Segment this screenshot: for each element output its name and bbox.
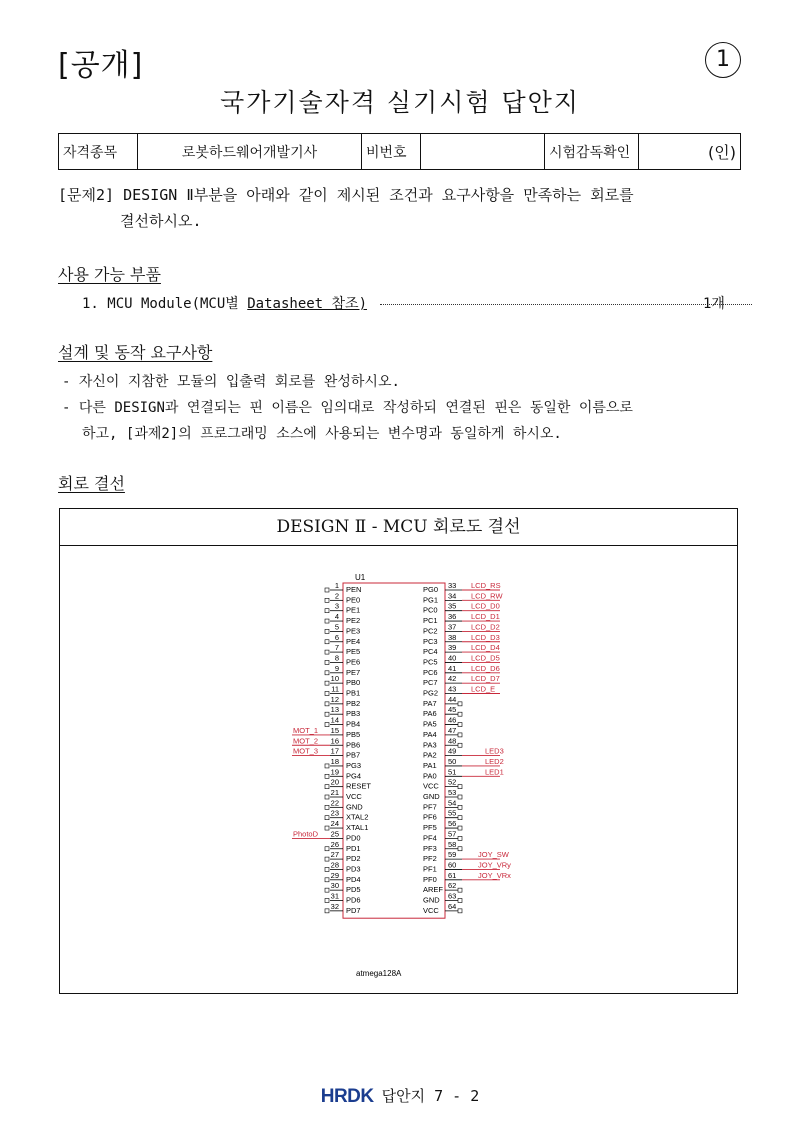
nc-marker [325,660,329,664]
page-title: 국가기술자격 실기시험 답안지 [220,88,580,117]
requirement-1: - 자신이 지참한 모듈의 입출력 회로를 완성하시오. [62,374,400,390]
nc-marker [325,588,329,592]
pin-number: 56 [448,819,457,829]
question-number: [문제2] [58,186,115,204]
pin-name: PC4 [423,647,438,657]
net-label: JOY_SW [478,850,509,860]
pin-name: PE1 [346,605,361,615]
nc-marker [325,723,329,727]
nc-marker [458,805,462,809]
pin-name: PC3 [423,636,438,646]
pin-name: RESET [346,781,372,791]
pin-number: 15 [330,725,339,735]
pin-number: 26 [330,839,339,849]
question-text-cont: 결선하시오. [120,212,202,230]
net-label: JOY_VRx [478,870,511,880]
pin-name: PD6 [346,895,361,905]
pin-name: PC7 [423,678,438,688]
disclosure-tag: [공개] [58,48,144,83]
pin-number: 53 [448,788,457,797]
pin-number: 33 [448,581,457,590]
net-label: LCD_D7 [471,674,500,684]
net-label: MOT_2 [293,736,319,746]
circuit-heading: 회로 결선 [58,474,125,493]
net-label: LCD_RW [471,591,503,601]
pin-number: 30 [330,881,339,891]
net-label: LCD_D4 [471,643,500,653]
nc-marker [458,743,462,747]
pin-number: 60 [448,860,457,870]
circuit-figure [59,508,738,994]
pin-name: PF2 [423,854,437,864]
pin-number: 61 [448,870,457,880]
pin-name: PD5 [346,885,361,895]
pin-name: PEN [346,585,362,594]
pin-name: PE6 [346,657,361,667]
pin-number: 42 [448,674,457,684]
pin-name: XTAL1 [346,823,369,833]
pin-number: 48 [448,736,457,746]
pin-number: 63 [448,891,457,901]
pin-name: VCC [423,905,439,915]
pin-name: PA1 [423,760,437,770]
pin-name: AREF [423,885,444,895]
pin-name: PE0 [346,595,361,605]
footer-text: 답안지 7 - 2 [381,1087,480,1105]
pin-name: PA4 [423,729,437,739]
net-label: LED2 [485,756,504,766]
pin-name: PE3 [346,626,361,636]
pin-name: PF4 [423,833,437,843]
pin-name: PG2 [423,688,439,698]
pin-name: PB1 [346,688,361,698]
pin-number: 5 [334,622,339,632]
pin-number: 23 [330,808,339,818]
pin-number: 28 [330,860,339,870]
pin-number: 14 [330,715,339,725]
pin-number: 36 [448,612,457,622]
pin-name: PB3 [346,709,361,719]
nc-marker [325,640,329,644]
nc-marker [458,795,462,799]
pin-name: VCC [346,792,362,801]
pin-name: PF7 [423,802,437,812]
nc-marker [325,671,329,675]
pin-name: PC6 [423,667,438,677]
nc-marker [325,847,329,851]
nc-marker [325,650,329,654]
pin-name: PB4 [346,719,361,729]
pin-number: 16 [330,736,339,746]
figure-title: DESIGN Ⅱ - MCU 회로도 결선 [60,509,737,546]
net-label: LCD_D5 [471,653,500,663]
nc-marker [325,692,329,696]
pin-number: 7 [334,643,339,653]
pin-number: 24 [330,819,339,829]
chip-part: atmega128A [356,969,402,978]
id-label: 비번호 [362,134,421,170]
pin-number: 64 [448,901,457,911]
pin-name: GND [423,792,440,801]
pin-name: PC0 [423,605,438,615]
nc-marker [458,723,462,727]
net-label: LCD_D6 [471,663,500,673]
nc-marker [458,702,462,706]
pin-number: 34 [448,591,457,601]
pin-name: PA6 [423,709,437,719]
nc-marker [458,785,462,789]
pin-name: PD7 [346,905,361,915]
net-label: LCD_RS [471,581,501,590]
net-label: LCD_D3 [471,632,500,642]
nc-marker [458,888,462,892]
pin-number: 54 [448,798,457,808]
pin-number: 21 [330,788,339,797]
nc-marker [325,774,329,778]
pin-number: 45 [448,705,457,715]
net-label: MOT_3 [293,746,319,756]
pin-name: PB0 [346,678,361,688]
nc-marker [325,878,329,882]
nc-marker [325,899,329,903]
field-value: 로봇하드웨어개발기사 [138,134,362,170]
supervisor-label: 시험감독확인 [545,134,639,170]
pin-number: 3 [334,601,339,611]
pin-name: PD0 [346,833,361,843]
pin-number: 4 [334,612,339,622]
pin-name: PF6 [423,812,437,822]
seal-cell: (인) [639,134,741,170]
nc-marker [458,712,462,716]
nc-marker [325,909,329,913]
net-label: LCD_E [471,684,496,694]
question-block [58,182,748,497]
pin-name: PD1 [346,843,361,853]
pin-name: PE2 [346,616,361,626]
net-label: LCD_D0 [471,601,500,611]
pin-number: 47 [448,725,457,735]
pin-number: 22 [330,798,339,808]
pin-number: 38 [448,632,457,642]
pin-name: PE5 [346,647,361,657]
parts-qty: 1개 [703,296,725,312]
nc-marker [325,816,329,820]
pin-number: 9 [334,663,339,673]
nc-marker [325,805,329,809]
pin-name: PG0 [423,585,439,594]
pin-name: PA5 [423,719,437,729]
chip-ref: U1 [355,573,366,582]
net-label: PhotoD [293,829,319,839]
pin-number: 41 [448,663,457,673]
pin-number: 55 [448,808,457,818]
parts-item [58,291,748,317]
nc-marker [458,836,462,840]
nc-marker [325,609,329,613]
pin-number: 29 [330,870,339,880]
pin-number: 32 [330,901,339,911]
nc-marker [325,712,329,716]
pin-number: 2 [334,591,339,601]
nc-marker [325,867,329,871]
datasheet-link[interactable]: Datasheet 참조) [247,296,368,312]
pin-name: PC2 [423,626,438,636]
pin-name: PA7 [423,698,437,708]
pin-number: 58 [448,839,457,849]
pin-number: 10 [330,674,339,684]
nc-marker [458,909,462,913]
pin-name: PB6 [346,740,361,750]
nc-marker [458,847,462,851]
pin-name: PE7 [346,667,361,677]
id-value [421,134,545,170]
nc-marker [458,826,462,830]
pin-name: PG3 [346,760,362,770]
net-label: JOY_VRy [478,860,511,870]
net-label: LED3 [485,746,504,756]
field-label: 자격종목 [59,134,138,170]
pin-number: 35 [448,601,457,611]
pin-number: 11 [331,684,339,694]
pin-number: 27 [330,850,339,860]
pin-name: PE4 [346,636,361,646]
requirement-2: - 다른 DESIGN과 연결되는 핀 이름은 임의대로 작성하되 연결된 핀은 동일한 이름으로 [62,400,633,416]
nc-marker [325,702,329,706]
pin-name: VCC [423,781,439,791]
pin-name: PF5 [423,823,437,833]
hrdk-logo: HRDK [320,1086,374,1107]
pin-number: 18 [330,756,339,766]
pin-name: PD3 [346,864,361,874]
nc-marker [325,795,329,799]
pin-number: 20 [330,777,339,787]
pin-number: 40 [448,653,457,663]
pin-number: 44 [448,694,457,704]
net-label: MOT_1 [293,725,319,735]
pin-name: XTAL2 [346,812,369,822]
nc-marker [458,899,462,903]
pin-number: 46 [448,715,457,725]
nc-marker [325,619,329,623]
pin-name: PF3 [423,843,437,853]
pin-name: GND [346,802,363,812]
pin-name: PA3 [423,740,437,750]
pin-number: 37 [448,622,457,632]
pin-number: 6 [334,632,339,642]
net-label: LCD_D2 [471,622,500,632]
pin-number: 52 [448,777,457,787]
nc-marker [325,764,329,768]
pin-number: 25 [330,829,339,839]
nc-marker [325,598,329,602]
pin-number: 51 [448,767,457,777]
parts-item-text: 1. MCU Module(MCU별 [82,296,248,312]
pin-name: PF0 [423,874,437,884]
pin-name: PC5 [423,657,438,667]
mcu-schematic [60,546,737,992]
pin-number: 49 [448,746,457,756]
requirement-2-cont: 하고, [과제2]의 프로그래밍 소스에 사용되는 변수명과 동일하게 하시오. [82,426,562,442]
pin-number: 1 [334,581,339,590]
pin-name: PG1 [423,595,439,605]
pin-number: 12 [330,694,339,704]
pin-number: 43 [448,684,457,694]
net-label: LED1 [485,767,504,777]
footer [0,1085,800,1108]
nc-marker [325,888,329,892]
requirements-heading: 설계 및 동작 요구사항 [58,343,213,362]
nc-marker [325,629,329,633]
pin-number: 59 [448,850,457,860]
leader-dots [380,304,752,305]
nc-marker [325,681,329,685]
pin-name: PB2 [346,698,361,708]
pin-name: PF1 [423,864,437,874]
pin-name: PA2 [423,750,437,760]
pin-number: 19 [330,767,339,777]
pin-name: GND [423,895,440,905]
pin-number: 31 [330,891,339,901]
pin-name: PG4 [346,771,362,781]
pin-name: PC1 [423,616,438,626]
pin-name: PA0 [423,771,437,781]
question-text: DESIGN Ⅱ부분을 아래와 같이 제시된 조건과 요구사항을 만족하는 회로를 [123,186,634,204]
pin-name: PD4 [346,874,361,884]
page-number-badge: 1 [705,42,741,78]
nc-marker [458,733,462,737]
pin-number: 57 [448,829,457,839]
pin-number: 62 [448,881,457,891]
pin-number: 17 [330,746,339,756]
nc-marker [325,785,329,789]
pin-name: PB7 [346,750,361,760]
pin-name: PB5 [346,729,361,739]
nc-marker [325,857,329,861]
pin-number: 8 [334,653,339,663]
pin-name: PD2 [346,854,361,864]
net-label: LCD_D1 [471,612,500,622]
pin-number: 50 [448,756,457,766]
nc-marker [325,826,329,830]
pin-number: 13 [330,705,339,715]
pin-number: 39 [448,643,457,653]
parts-heading: 사용 가능 부품 [58,265,161,284]
nc-marker [458,816,462,820]
info-table [58,133,741,170]
